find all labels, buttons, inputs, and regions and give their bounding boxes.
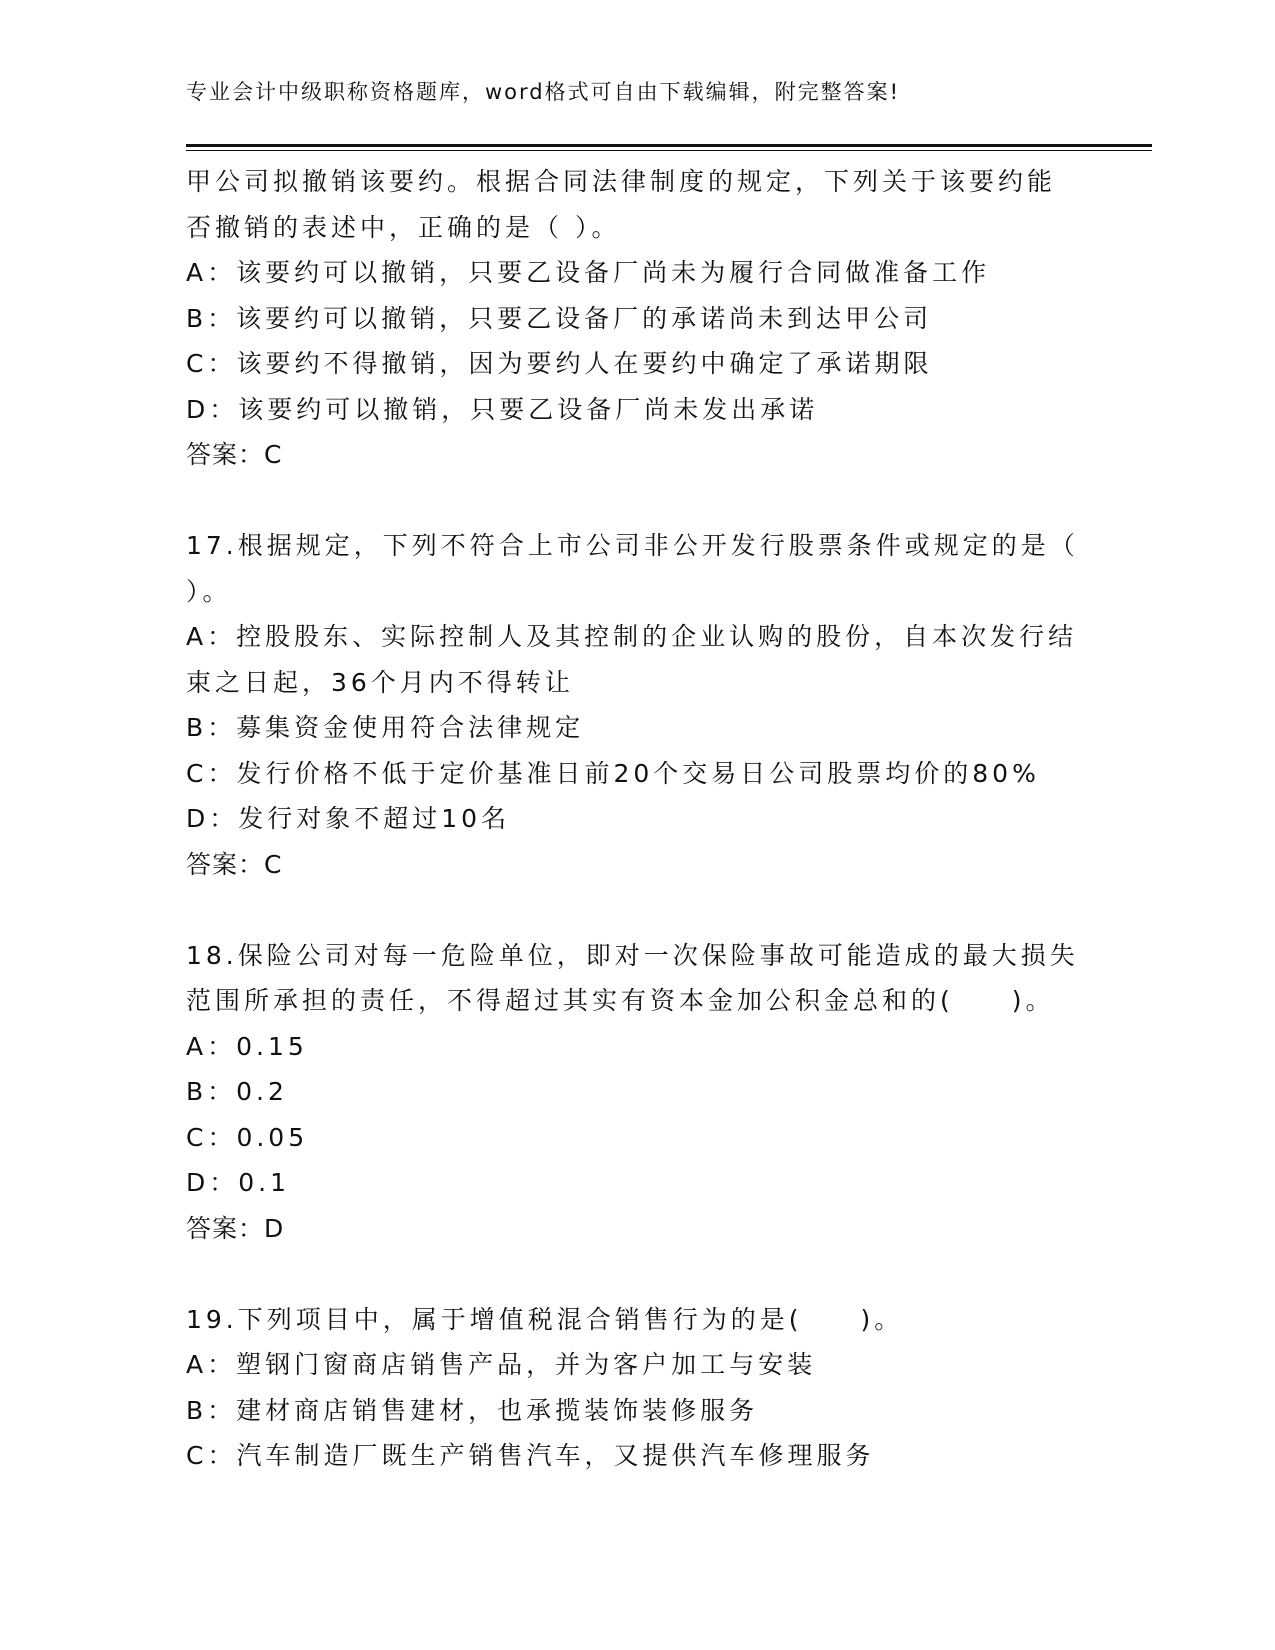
block-spacer [186, 1251, 1086, 1297]
question-stem-line: 甲公司拟撤销该要约。根据合同法律制度的规定，下列关于该要约能 [186, 167, 1057, 196]
option-c: C：汽车制造厂既生产销售汽车，又提供汽车修理服务 [186, 1441, 875, 1470]
option-c: C：发行价格不低于定价基准日前20个交易日公司股票均价的80% [186, 758, 1040, 788]
question-stem-line: ）。 [186, 576, 232, 606]
option-a: A：塑钢门窗商店销售产品，并为客户加工与安装 [186, 1350, 817, 1379]
question-stem-line: 18.保险公司对每一危险单位，即对一次保险事故可能造成的最大损失 [186, 940, 1079, 970]
option-d: D：发行对象不超过10名 [186, 804, 511, 833]
question-stem-line: 范围所承担的责任，不得超过其实有资本金加公积金总和的( )。 [186, 986, 1055, 1015]
option-b: B：0.2 [186, 1077, 288, 1106]
option-d: D：0.1 [186, 1168, 291, 1197]
answer-line: 答案：D [186, 1213, 285, 1243]
page-header: 专业会计中级职称资格题库，word格式可自由下载编辑，附完整答案! [186, 80, 901, 104]
answer-line: 答案：C [186, 440, 283, 469]
question-stem-line: 17.根据规定，下列不符合上市公司非公开发行股票条件或规定的是（ [186, 531, 1079, 560]
question-stem-line: 19.下列项目中，属于增值税混合销售行为的是( )。 [186, 1304, 904, 1334]
option-c: C：该要约不得撤销，因为要约人在要约中确定了承诺期限 [186, 349, 933, 378]
option-b: B：募集资金使用符合法律规定 [186, 713, 585, 742]
question-stem-line: 否撤销的表述中，正确的是（ ）。 [186, 212, 621, 242]
question-content [186, 159, 1086, 1479]
question-block [186, 523, 1086, 887]
question-block [186, 159, 1086, 478]
option-a: A：0.15 [186, 1031, 308, 1061]
option-d: D：该要约可以撤销，只要乙设备厂尚未发出承诺 [186, 394, 819, 424]
header-divider-thick [186, 144, 1152, 147]
option-a: A：控股股东、实际控制人及其控制的企业认购的股份，自本次发行结 [186, 622, 1078, 651]
option-b: B：该要约可以撤销，只要乙设备厂的承诺尚未到达甲公司 [186, 303, 933, 333]
option-a-continued: 束之日起，36个月内不得转让 [186, 667, 574, 697]
block-spacer [186, 887, 1086, 933]
block-spacer [186, 478, 1086, 524]
option-b: B：建材商店销售建材，也承揽装饰装修服务 [186, 1395, 759, 1425]
option-c: C：0.05 [186, 1122, 309, 1152]
question-block [186, 933, 1086, 1252]
answer-line: 答案：C [186, 849, 283, 879]
question-block [186, 1297, 1086, 1479]
option-a: A：该要约可以撤销，只要乙设备厂尚未为履行合同做准备工作 [186, 258, 991, 287]
header-divider-thin [186, 150, 1152, 151]
